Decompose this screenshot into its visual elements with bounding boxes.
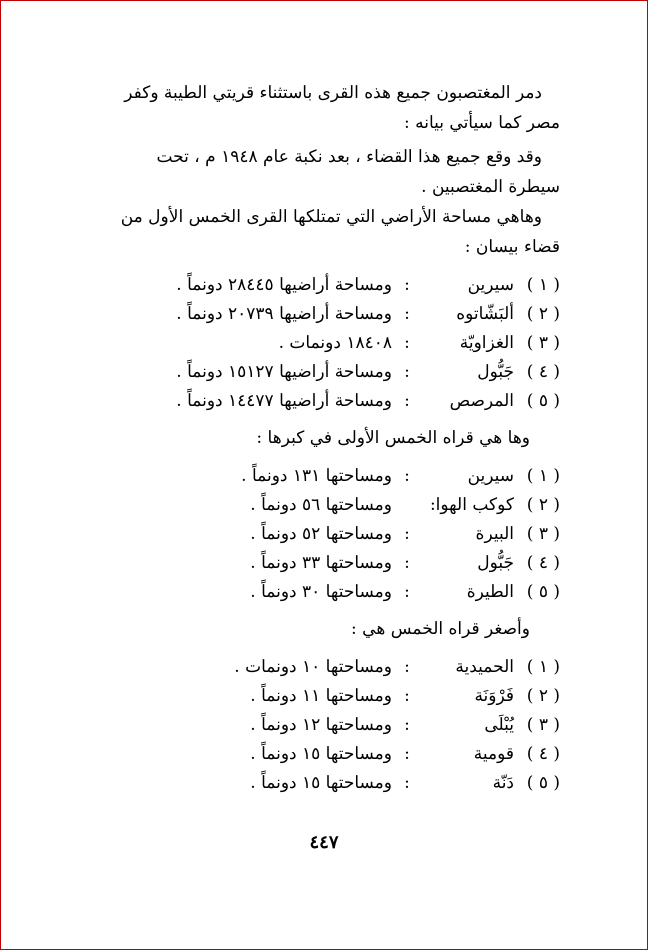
item-number: ( ٤ ) (526, 553, 560, 573)
item-number: ( ٤ ) (526, 362, 560, 382)
list-item (100, 328, 560, 357)
separator: : (404, 275, 410, 295)
area-detail: ومساحتها ١٥ دونماً . (250, 773, 392, 793)
smallest-villages-heading: وأصغر قراه الخمس هي : (351, 619, 530, 639)
area-detail: ومساحة أراضيها ٢٠٧٣٩ دونماً . (176, 304, 392, 324)
village-name: قومية (473, 744, 514, 764)
item-number: ( ٢ ) (526, 495, 560, 515)
area-detail: ومساحتها ٣٠ دونماً . (250, 582, 392, 602)
village-name: فَرْوَنَة (474, 686, 514, 706)
village-name: ألبَشّاتوه (456, 304, 514, 324)
village-name: سيرين (467, 466, 514, 486)
village-name: البيرة (475, 524, 514, 544)
separator: : (404, 686, 410, 706)
village-name: جَبُّول (477, 553, 514, 573)
area-detail: ومساحتها ١١ دونماً . (250, 686, 392, 706)
list-item (100, 490, 560, 519)
area-detail: ومساحتها ١٢ دونماً . (250, 715, 392, 735)
village-name: الغزاويّة (459, 333, 514, 353)
smallest-villages-list (100, 652, 560, 797)
area-detail: ومساحة أراضيها ١٥١٢٧ دونماً . (176, 362, 392, 382)
separator: : (404, 773, 410, 793)
list-item (100, 357, 560, 386)
village-name: يُبْلَى (484, 715, 514, 735)
village-name: سيرين (467, 275, 514, 295)
village-name: جَبُّول (477, 362, 514, 382)
biggest-villages-list (100, 461, 560, 606)
intro-paragraph-2: وقد وقع جميع هذا القضاء ، بعد نكبة عام ١٩٤٨ م ، تحت سيطرة المغتصبين . (156, 147, 560, 197)
village-name: كوكب الهوا: (429, 495, 514, 515)
list-item (100, 386, 560, 415)
item-number: ( ٢ ) (526, 686, 560, 706)
separator: : (404, 744, 410, 764)
area-detail: ومساحتها ٣٣ دونماً . (250, 553, 392, 573)
item-number: ( ٤ ) (526, 744, 560, 764)
separator: : (404, 715, 410, 735)
list-item (100, 461, 560, 490)
separator: : (404, 333, 410, 353)
list-item (100, 548, 560, 577)
separator: : (404, 362, 410, 382)
item-number: ( ٣ ) (526, 715, 560, 735)
list-item (100, 299, 560, 328)
area-detail: ١٨٤٠٨ دونمات . (278, 333, 392, 353)
area-detail: ومساحتها ١٥ دونماً . (250, 744, 392, 764)
separator: : (404, 582, 410, 602)
list-item (100, 739, 560, 768)
area-detail: ومساحة أراضيها ٢٨٤٤٥ دونماً . (176, 275, 392, 295)
item-number: ( ٥ ) (526, 773, 560, 793)
separator: : (404, 391, 410, 411)
list-item (100, 681, 560, 710)
list-item (100, 768, 560, 797)
biggest-villages-heading: وها هي قراه الخمس الأولى في كبرها : (256, 428, 530, 448)
item-number: ( ٣ ) (526, 333, 560, 353)
separator: : (404, 466, 410, 486)
item-number: ( ١ ) (526, 466, 560, 486)
land-area-list (100, 270, 560, 415)
item-number: ( ١ ) (526, 275, 560, 295)
area-detail: ومساحتها ١٣١ دونماً . (241, 466, 392, 486)
area-detail: ومساحتها ١٠ دونمات . (234, 657, 392, 677)
area-detail: ومساحة أراضيها ١٤٤٧٧ دونماً . (176, 391, 392, 411)
village-name: الحميدية (455, 657, 514, 677)
item-number: ( ١ ) (526, 657, 560, 677)
intro-paragraph-3: وهاهي مساحة الأراضي التي تمتلكها القرى الخمس الأول من قضاء بيسان : (120, 207, 560, 257)
item-number: ( ٣ ) (526, 524, 560, 544)
item-number: ( ٥ ) (526, 391, 560, 411)
separator: : (404, 553, 410, 573)
village-name: الطيرة (466, 582, 514, 602)
list-item (100, 270, 560, 299)
intro-paragraph-1: دمر المغتصبون جميع هذه القرى باستثناء قريتي الطيبة وكفر مصر كما سيأتي بيانه : (124, 83, 560, 133)
item-number: ( ٢ ) (526, 304, 560, 324)
document-page (100, 78, 560, 805)
village-name: دَنّة (492, 773, 514, 793)
list-item (100, 519, 560, 548)
separator: : (404, 657, 410, 677)
page-number: ٤٤٧ (309, 832, 339, 853)
separator: : (404, 524, 410, 544)
item-number: ( ٥ ) (526, 582, 560, 602)
village-name: المرصص (449, 391, 514, 411)
area-detail: ومساحتها ٥٢ دونماً . (250, 524, 392, 544)
list-item (100, 710, 560, 739)
list-item (100, 652, 560, 681)
separator: : (404, 304, 410, 324)
list-item (100, 577, 560, 606)
area-detail: ومساحتها ٥٦ دونماً . (250, 495, 392, 515)
